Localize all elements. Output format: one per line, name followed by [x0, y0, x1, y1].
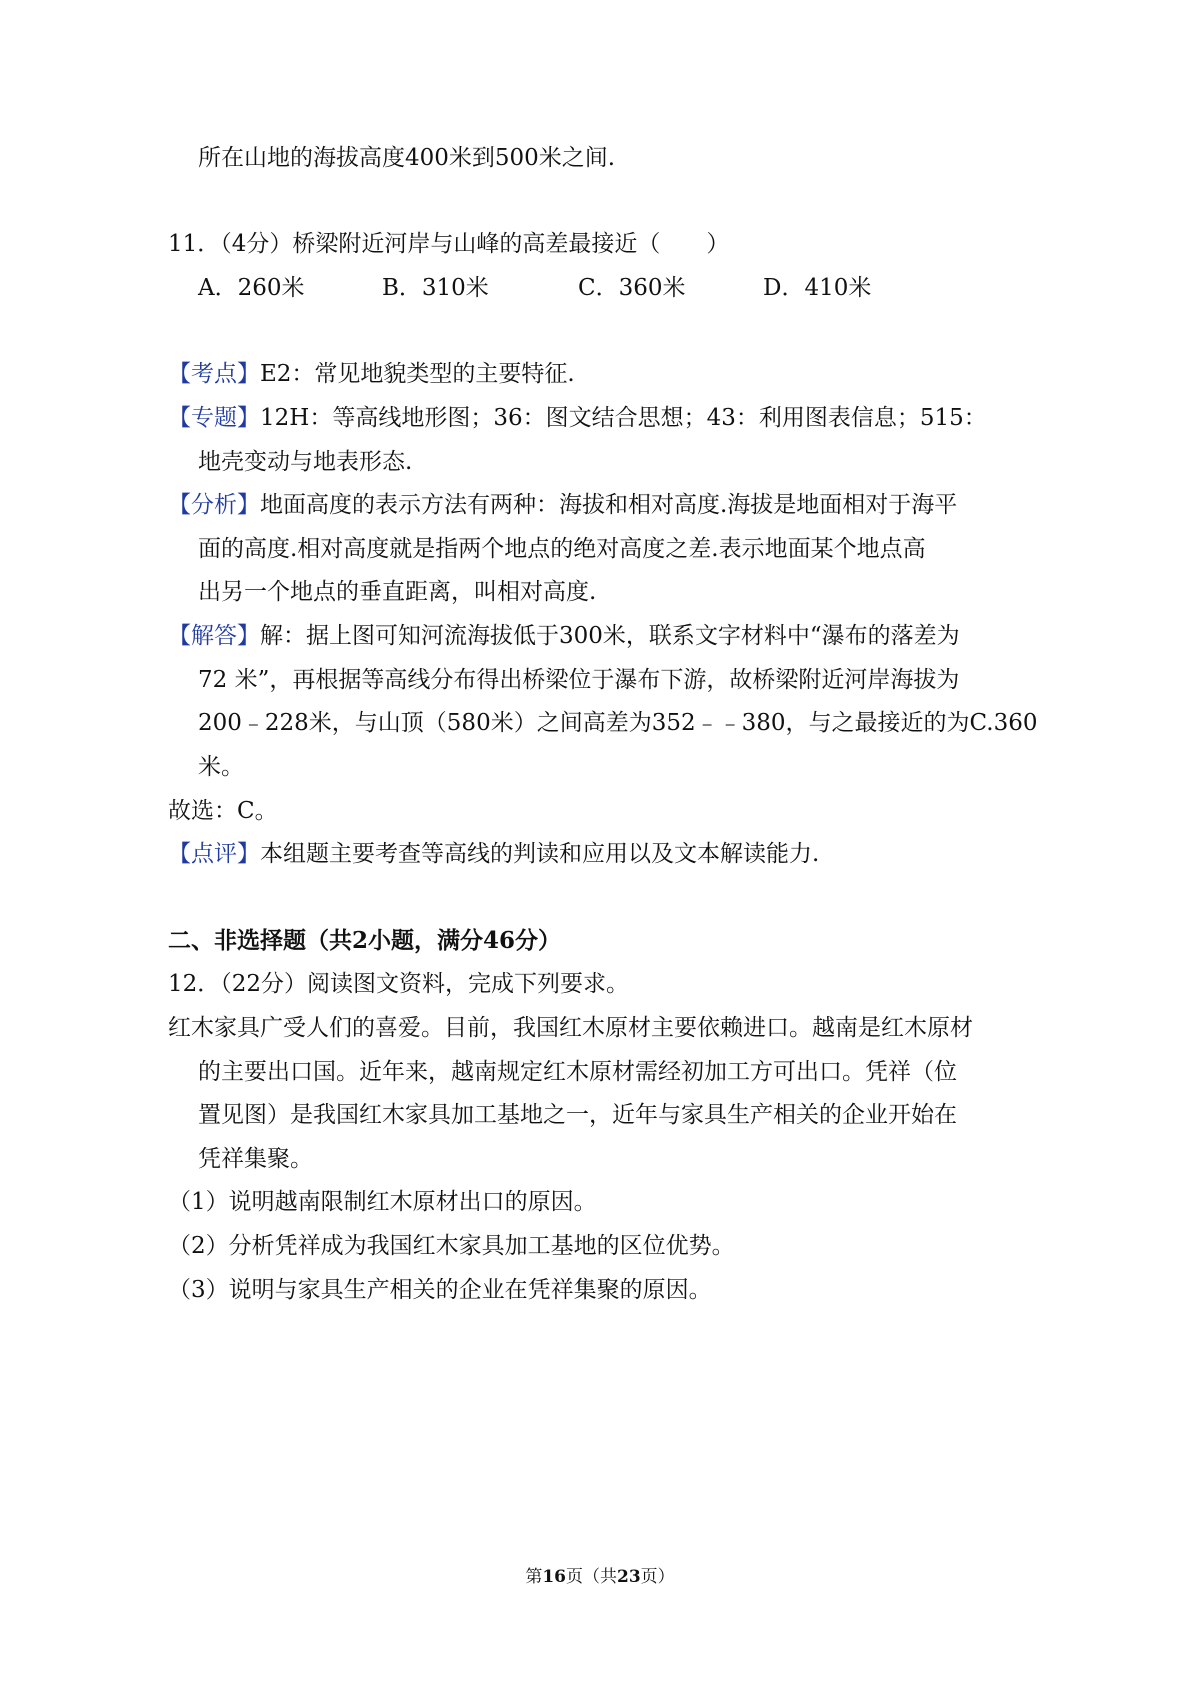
- material-line-3: 置见图）是我国红木家具加工基地之一，近年与家具生产相关的企业开始在: [198, 1102, 957, 1128]
- fenxi-line: [168, 489, 957, 521]
- dianping-line: [168, 838, 819, 870]
- jieda-text-2: 72 米”，再根据等高线分布得出桥梁位于瀑布下游，故桥梁附近河岸海拔为: [198, 667, 960, 693]
- fenxi-text-1: 地面高度的表示方法有两种：海拔和相对高度.海拔是地面相对于海平: [260, 492, 958, 518]
- option-d: D．410米: [763, 275, 872, 301]
- option-c: C．360米: [578, 275, 686, 301]
- jieda-text-4: 米。: [198, 754, 244, 780]
- continuation-line: 所在山地的海拔高度400米到500米之间.: [198, 145, 616, 171]
- footer-suffix: 页）: [640, 1567, 675, 1587]
- question-12-stem: 12．（22分）阅读图文资料，完成下列要求。: [168, 971, 630, 997]
- fenxi-tag: 【分析】: [168, 492, 260, 518]
- kaodian-tag: 【考点】: [168, 361, 260, 387]
- dianping-text: 本组题主要考查等高线的判读和应用以及文本解读能力.: [260, 841, 820, 867]
- kaodian-text: E2：常见地貌类型的主要特征.: [260, 361, 575, 387]
- material-line-4: 凭祥集聚。: [198, 1146, 313, 1172]
- footer-prefix: 第: [525, 1567, 543, 1587]
- option-a: A．260米: [198, 275, 305, 301]
- footer-page-number: 16: [542, 1567, 566, 1587]
- subquestion-3: （3）说明与家具生产相关的企业在凭祥集聚的原因。: [168, 1277, 712, 1303]
- zhuanti-text: 12H：等高线地形图；36：图文结合思想；43：利用图表信息；515：: [260, 405, 987, 431]
- zhuanti-text-cont: 地壳变动与地表形态.: [198, 449, 413, 475]
- kaodian-line: [168, 358, 575, 390]
- jieda-line: [168, 620, 960, 652]
- fenxi-text-2: 面的高度.相对高度就是指两个地点的绝对高度之差.表示地面某个地点高: [198, 536, 926, 562]
- footer-middle: 页（共: [566, 1567, 617, 1587]
- zhuanti-tag: 【专题】: [168, 405, 260, 431]
- option-b: B．310米: [382, 275, 489, 301]
- subquestion-2: （2）分析凭祥成为我国红木家具加工基地的区位优势。: [168, 1233, 735, 1259]
- subquestion-1: （1）说明越南限制红木原材出口的原因。: [168, 1189, 597, 1215]
- material-line-1: 红木家具广受人们的喜爱。目前，我国红木原材主要依赖进口。越南是红木原材: [168, 1015, 973, 1041]
- jieda-text-1: 解：据上图可知河流海拔低于300米，联系文字材料中“瀑布的落差为: [260, 623, 960, 649]
- zhuanti-line: [168, 402, 987, 434]
- answer-line: 故选：C。: [168, 798, 278, 824]
- fenxi-text-3: 出另一个地点的垂直距离，叫相对高度.: [198, 579, 597, 605]
- jieda-tag: 【解答】: [168, 623, 260, 649]
- question-11-stem: 11．（4分）桥梁附近河岸与山峰的高差最接近（ ）: [168, 231, 730, 257]
- section-2-heading: 二、非选择题（共2小题，满分46分）: [168, 927, 562, 954]
- page-footer: [0, 1562, 1200, 1587]
- dianping-tag: 【点评】: [168, 841, 260, 867]
- jieda-text-3: 200﹣228米，与山顶（580米）之间高差为352﹣﹣380，与之最接近的为C.360: [198, 710, 1038, 736]
- footer-total-pages: 23: [617, 1567, 641, 1587]
- material-line-2: 的主要出口国。近年来，越南规定红木原材需经初加工方可出口。凭祥（位: [198, 1059, 957, 1085]
